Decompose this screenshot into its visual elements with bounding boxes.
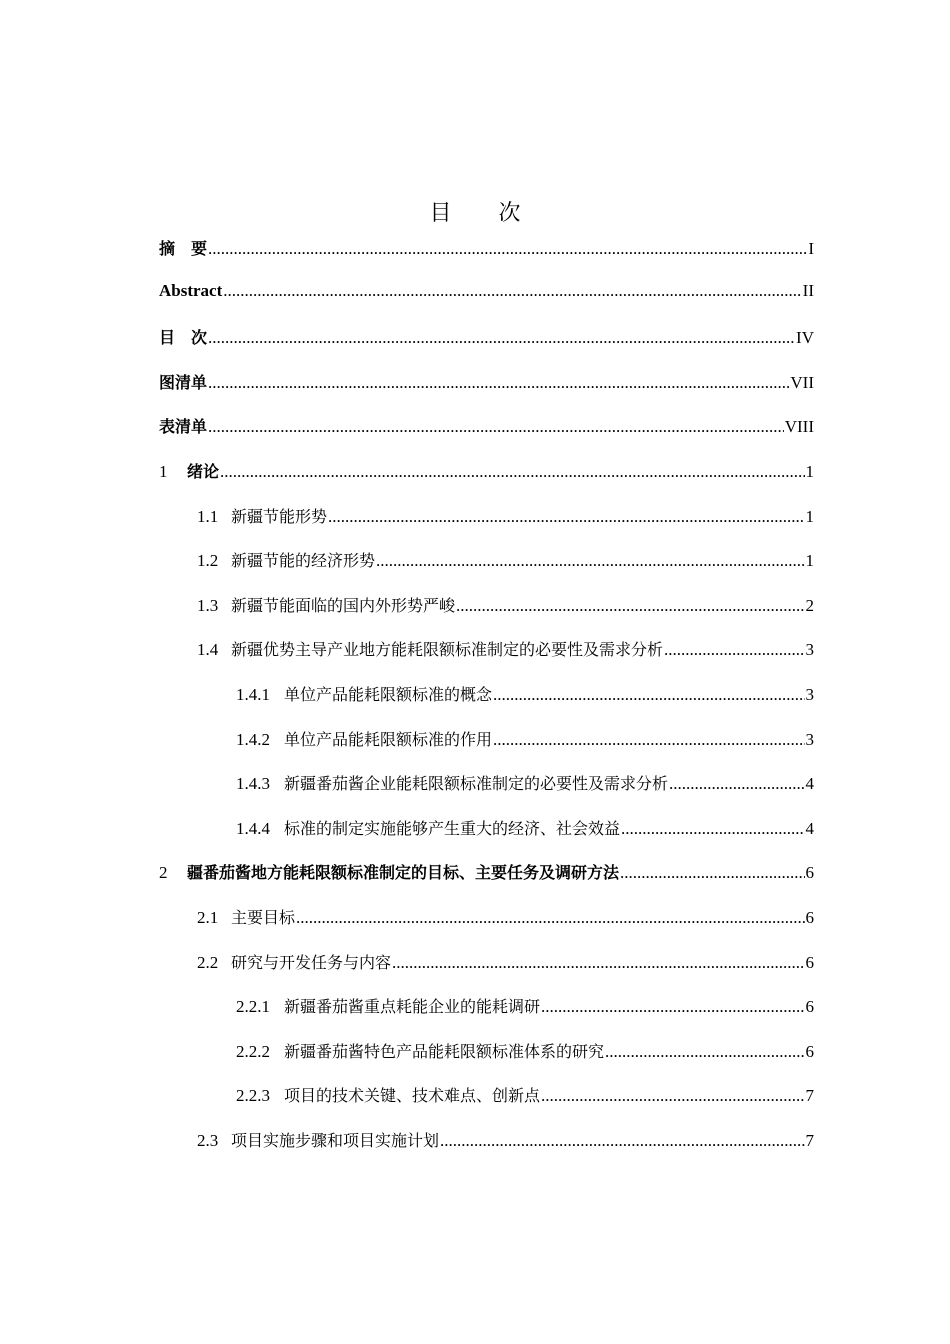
toc-entry-text: 新疆优势主导产业地方能耗限额标准制定的必要性及需求分析: [231, 640, 664, 660]
toc-leader: [541, 1086, 804, 1106]
toc-entry-text: 主要目标: [231, 907, 296, 927]
toc-entry-page: 1: [805, 506, 814, 526]
toc-entry-page: 4: [805, 818, 814, 838]
toc-entry-text: 新疆节能面临的国内外形势严峻: [231, 595, 456, 615]
toc-entry-text: 项目的技术关键、技术难点、创新点: [284, 1086, 541, 1106]
toc-entry[interactable]: [159, 637, 814, 682]
toc-entry-number: 2.2: [197, 952, 219, 972]
toc-entry-number: 2.2.1: [236, 997, 270, 1017]
toc-leader: [220, 462, 804, 482]
toc-leader: [208, 328, 795, 348]
toc-entry-page: 3: [805, 640, 814, 660]
toc-entry-text: 单位产品能耗限额标准的概念: [284, 684, 493, 704]
toc-entry-text: 表清单: [159, 417, 208, 437]
toc-entry[interactable]: [159, 593, 814, 638]
toc-entry-page: VIII: [784, 417, 814, 437]
toc-leader: [493, 685, 804, 705]
toc-entry[interactable]: [159, 459, 814, 504]
toc-title: 目 次: [429, 201, 541, 226]
toc-entry-page: 4: [805, 774, 814, 794]
toc-entry-number: 2.2.2: [236, 1041, 270, 1061]
toc-leader: [669, 774, 804, 794]
toc-entry[interactable]: [159, 994, 814, 1039]
toc-entry-number: 1.3: [197, 595, 219, 615]
toc-entry[interactable]: [159, 548, 814, 593]
toc-leader: [605, 1042, 804, 1062]
toc-entry-text: 摘 要: [159, 239, 208, 258]
toc-entry-page: 7: [805, 1130, 814, 1150]
toc-entry-page: 3: [805, 684, 814, 704]
toc-entry-page: 6: [805, 863, 814, 883]
toc-entry-text: 新疆节能的经济形势: [231, 551, 376, 571]
toc-leader: [376, 551, 804, 571]
toc-entry-text: 绪论: [187, 461, 220, 481]
toc-leader: [456, 596, 804, 616]
toc-leader: [328, 507, 804, 527]
toc-entry[interactable]: [159, 325, 814, 370]
toc-entry-number: 2.3: [197, 1130, 219, 1150]
toc-entry[interactable]: [159, 370, 814, 415]
toc-entry-number: 1.4.3: [236, 774, 270, 794]
toc-leader: [208, 417, 784, 437]
toc-entry[interactable]: [159, 414, 814, 459]
toc-entry[interactable]: [159, 1039, 814, 1084]
toc-entry[interactable]: [159, 816, 814, 861]
toc-entry-number: 1: [159, 461, 168, 481]
toc-entry[interactable]: [159, 236, 814, 281]
toc-entry-number: 1.4: [197, 640, 219, 660]
toc-entry-number: 2.1: [197, 907, 219, 927]
toc-leader: [208, 239, 807, 259]
toc-entry-number: 1.4.1: [236, 684, 270, 704]
toc-entry-page: 2: [805, 595, 814, 615]
toc-entry[interactable]: [159, 905, 814, 950]
toc-entry[interactable]: [159, 860, 814, 905]
toc-entry-text: 新疆番茄酱企业能耗限额标准制定的必要性及需求分析: [284, 774, 669, 794]
toc-entry-number: 1.2: [197, 551, 219, 571]
toc-entry-text: 新疆番茄酱重点耗能企业的能耗调研: [284, 997, 541, 1017]
toc-leader: [440, 1131, 804, 1151]
toc-leader: [664, 640, 804, 660]
toc-entry-text: 单位产品能耗限额标准的作用: [284, 729, 493, 749]
toc-leader: [296, 908, 804, 928]
toc-entry-number: 2.2.3: [236, 1086, 270, 1106]
toc-entry-text: 疆番茄酱地方能耗限额标准制定的目标、主要任务及调研方法: [187, 863, 620, 883]
toc-entry[interactable]: [159, 771, 814, 816]
toc-entry[interactable]: [159, 1128, 814, 1173]
toc-list: [159, 236, 814, 1172]
toc-leader: [621, 819, 804, 839]
toc-entry-page: 1: [805, 461, 814, 481]
toc-entry-number: 1.4.2: [236, 729, 270, 749]
toc-entry-page: 1: [805, 551, 814, 571]
toc-entry-page: I: [808, 239, 814, 258]
toc-entry[interactable]: [159, 504, 814, 549]
toc-leader: [223, 281, 801, 301]
toc-leader: [493, 730, 804, 750]
toc-entry-number: 1.4.4: [236, 818, 270, 838]
toc-entry-text: 新疆节能形势: [231, 506, 328, 526]
toc-entry[interactable]: [159, 281, 814, 326]
toc-entry-page: IV: [796, 328, 814, 348]
toc-leader: [208, 373, 789, 393]
toc-entry-text: 目 次: [159, 328, 208, 348]
toc-entry[interactable]: [159, 950, 814, 995]
toc-entry-page: 6: [805, 907, 814, 927]
toc-entry-text: 研究与开发任务与内容: [231, 952, 392, 972]
toc-entry-page: 6: [805, 997, 814, 1017]
toc-entry-page: 6: [805, 952, 814, 972]
toc-entry-number: 1.1: [197, 506, 219, 526]
toc-entry-text: 标准的制定实施能够产生重大的经济、社会效益: [284, 818, 621, 838]
toc-entry-page: 6: [805, 1041, 814, 1061]
toc-entry-number: 2: [159, 863, 168, 883]
toc-entry-text: 新疆番茄酱特色产品能耗限额标准体系的研究: [284, 1041, 605, 1061]
toc-leader: [541, 997, 804, 1017]
toc-entry-page: 7: [805, 1086, 814, 1106]
toc-entry[interactable]: [159, 1083, 814, 1128]
toc-entry[interactable]: [159, 682, 814, 727]
toc-entry[interactable]: [159, 727, 814, 772]
toc-leader: [392, 953, 804, 973]
toc-entry-text: 图清单: [159, 372, 208, 392]
toc-entry-page: VII: [790, 372, 814, 392]
toc-entry-text: Abstract: [159, 280, 223, 300]
toc-entry-page: 3: [805, 729, 814, 749]
toc-entry-text: 项目实施步骤和项目实施计划: [231, 1130, 440, 1150]
toc-leader: [620, 863, 804, 883]
toc-entry-page: II: [802, 280, 814, 300]
